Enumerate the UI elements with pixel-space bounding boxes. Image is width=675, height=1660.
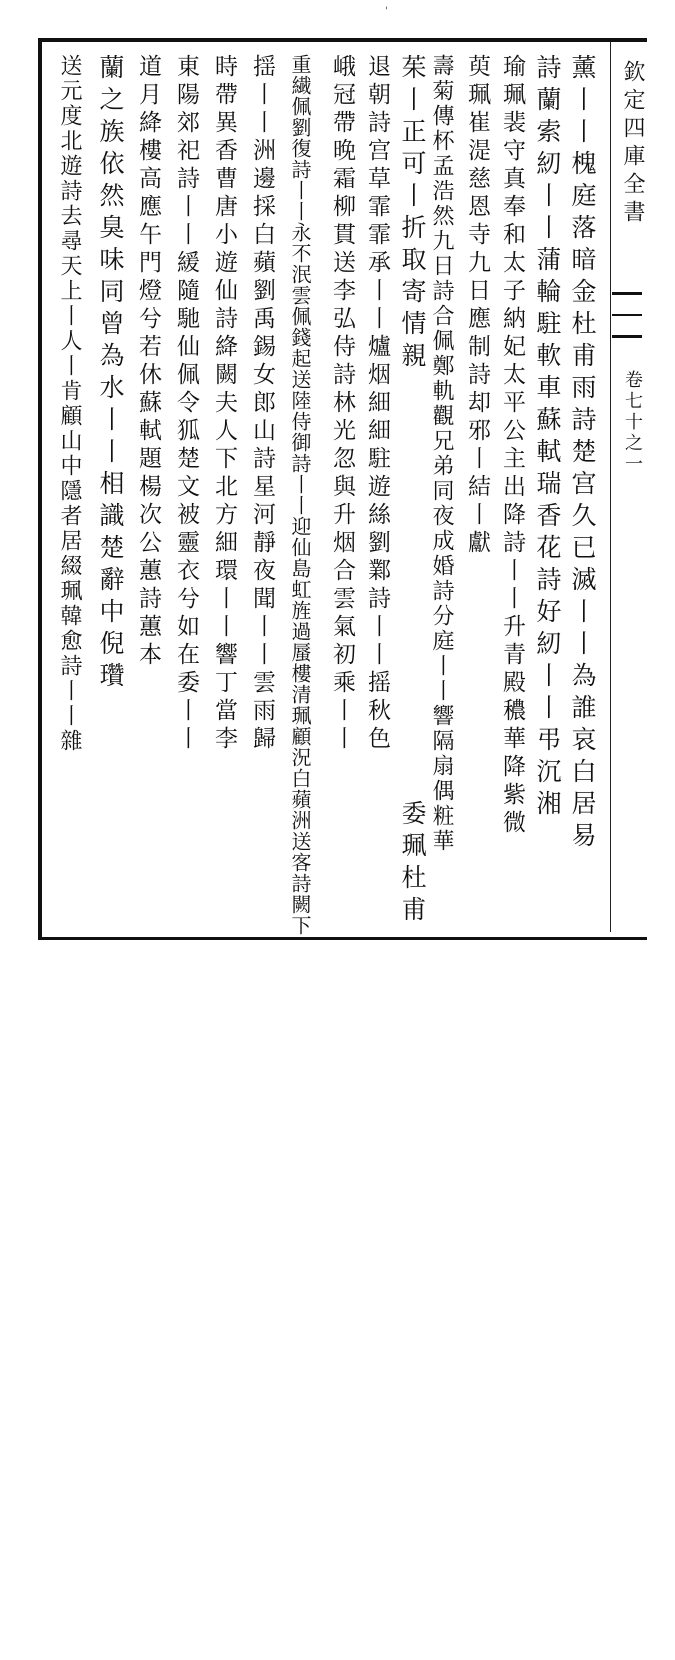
text-column: 峨冠帶晚霜柳貫送李弘侍詩林光忽與升烟合雲氣初乘丨丨	[329, 54, 355, 754]
text-column: 揺丨丨洲邊採白蘋劉禹錫女郎山詩星河靜夜聞丨丨雲雨歸	[249, 54, 275, 754]
book-title: 欽定四庫全書	[620, 60, 645, 228]
text-column: 蘭之族依然臭味同曾為水丨丨相識楚辭中倪瓚	[96, 54, 125, 694]
text-column: 重繊佩劉復詩丨丨永不泯雲佩錢起送陸侍御詩丨丨迎仙島虹旌過蜃樓清珮顧況白蘋洲送客詩闕下	[288, 54, 312, 936]
juan-label: 卷七十之一	[622, 370, 643, 475]
text-column: 退朝詩宫草霏霏承丨丨爐烟細細駐遊絲劉鄴詩丨丨摇秋色	[364, 54, 390, 754]
text-column: 東陽郊祀詩丨丨緩隨馳仙佩令狐楚文被靈衣兮如在委丨丨	[173, 54, 199, 754]
stray-mark: '	[385, 6, 388, 17]
text-column: 委珮杜甫	[398, 800, 427, 928]
text-column: 薰丨丨槐庭落暗金杜甫雨詩楚宫久已滅丨丨為誰哀白居易	[568, 54, 597, 854]
text-column: 時帶異香曹唐小遊仙詩絳闕夫人下北方細環丨丨響丁當李	[211, 54, 237, 754]
text-column: 道月絳樓高應午門燈兮若休蘇軾題楊次公蕙詩蕙本	[135, 54, 161, 670]
text-column: 壽菊傳杯孟浩然九日詩合佩鄭軌觀兄弟同夜成婚詩分庭丨丨響隔扇偶粧華	[429, 54, 454, 854]
fish-tail-ornament	[612, 292, 642, 338]
text-column: 送元度北遊詩去尋天上丨人丨肯顧山中隱者居綴珮韓愈詩丨丨雜	[57, 54, 82, 754]
text-column: 萸珮崔湜慈恩寺九日應制詩却邪丨結丨獻	[464, 54, 490, 558]
text-column: 詩蘭索紉丨丨蒲輪駐軟車蘇軾瑞香花詩好紉丨丨弔沉湘	[533, 54, 562, 822]
column-rule	[610, 42, 611, 932]
text-column: 茱丨正可丨折取寄情親	[398, 54, 427, 374]
text-column: 瑜珮裴守真奉和太子納妃太平公主出降詩丨丨升青殿穠華降紫微	[499, 54, 525, 838]
